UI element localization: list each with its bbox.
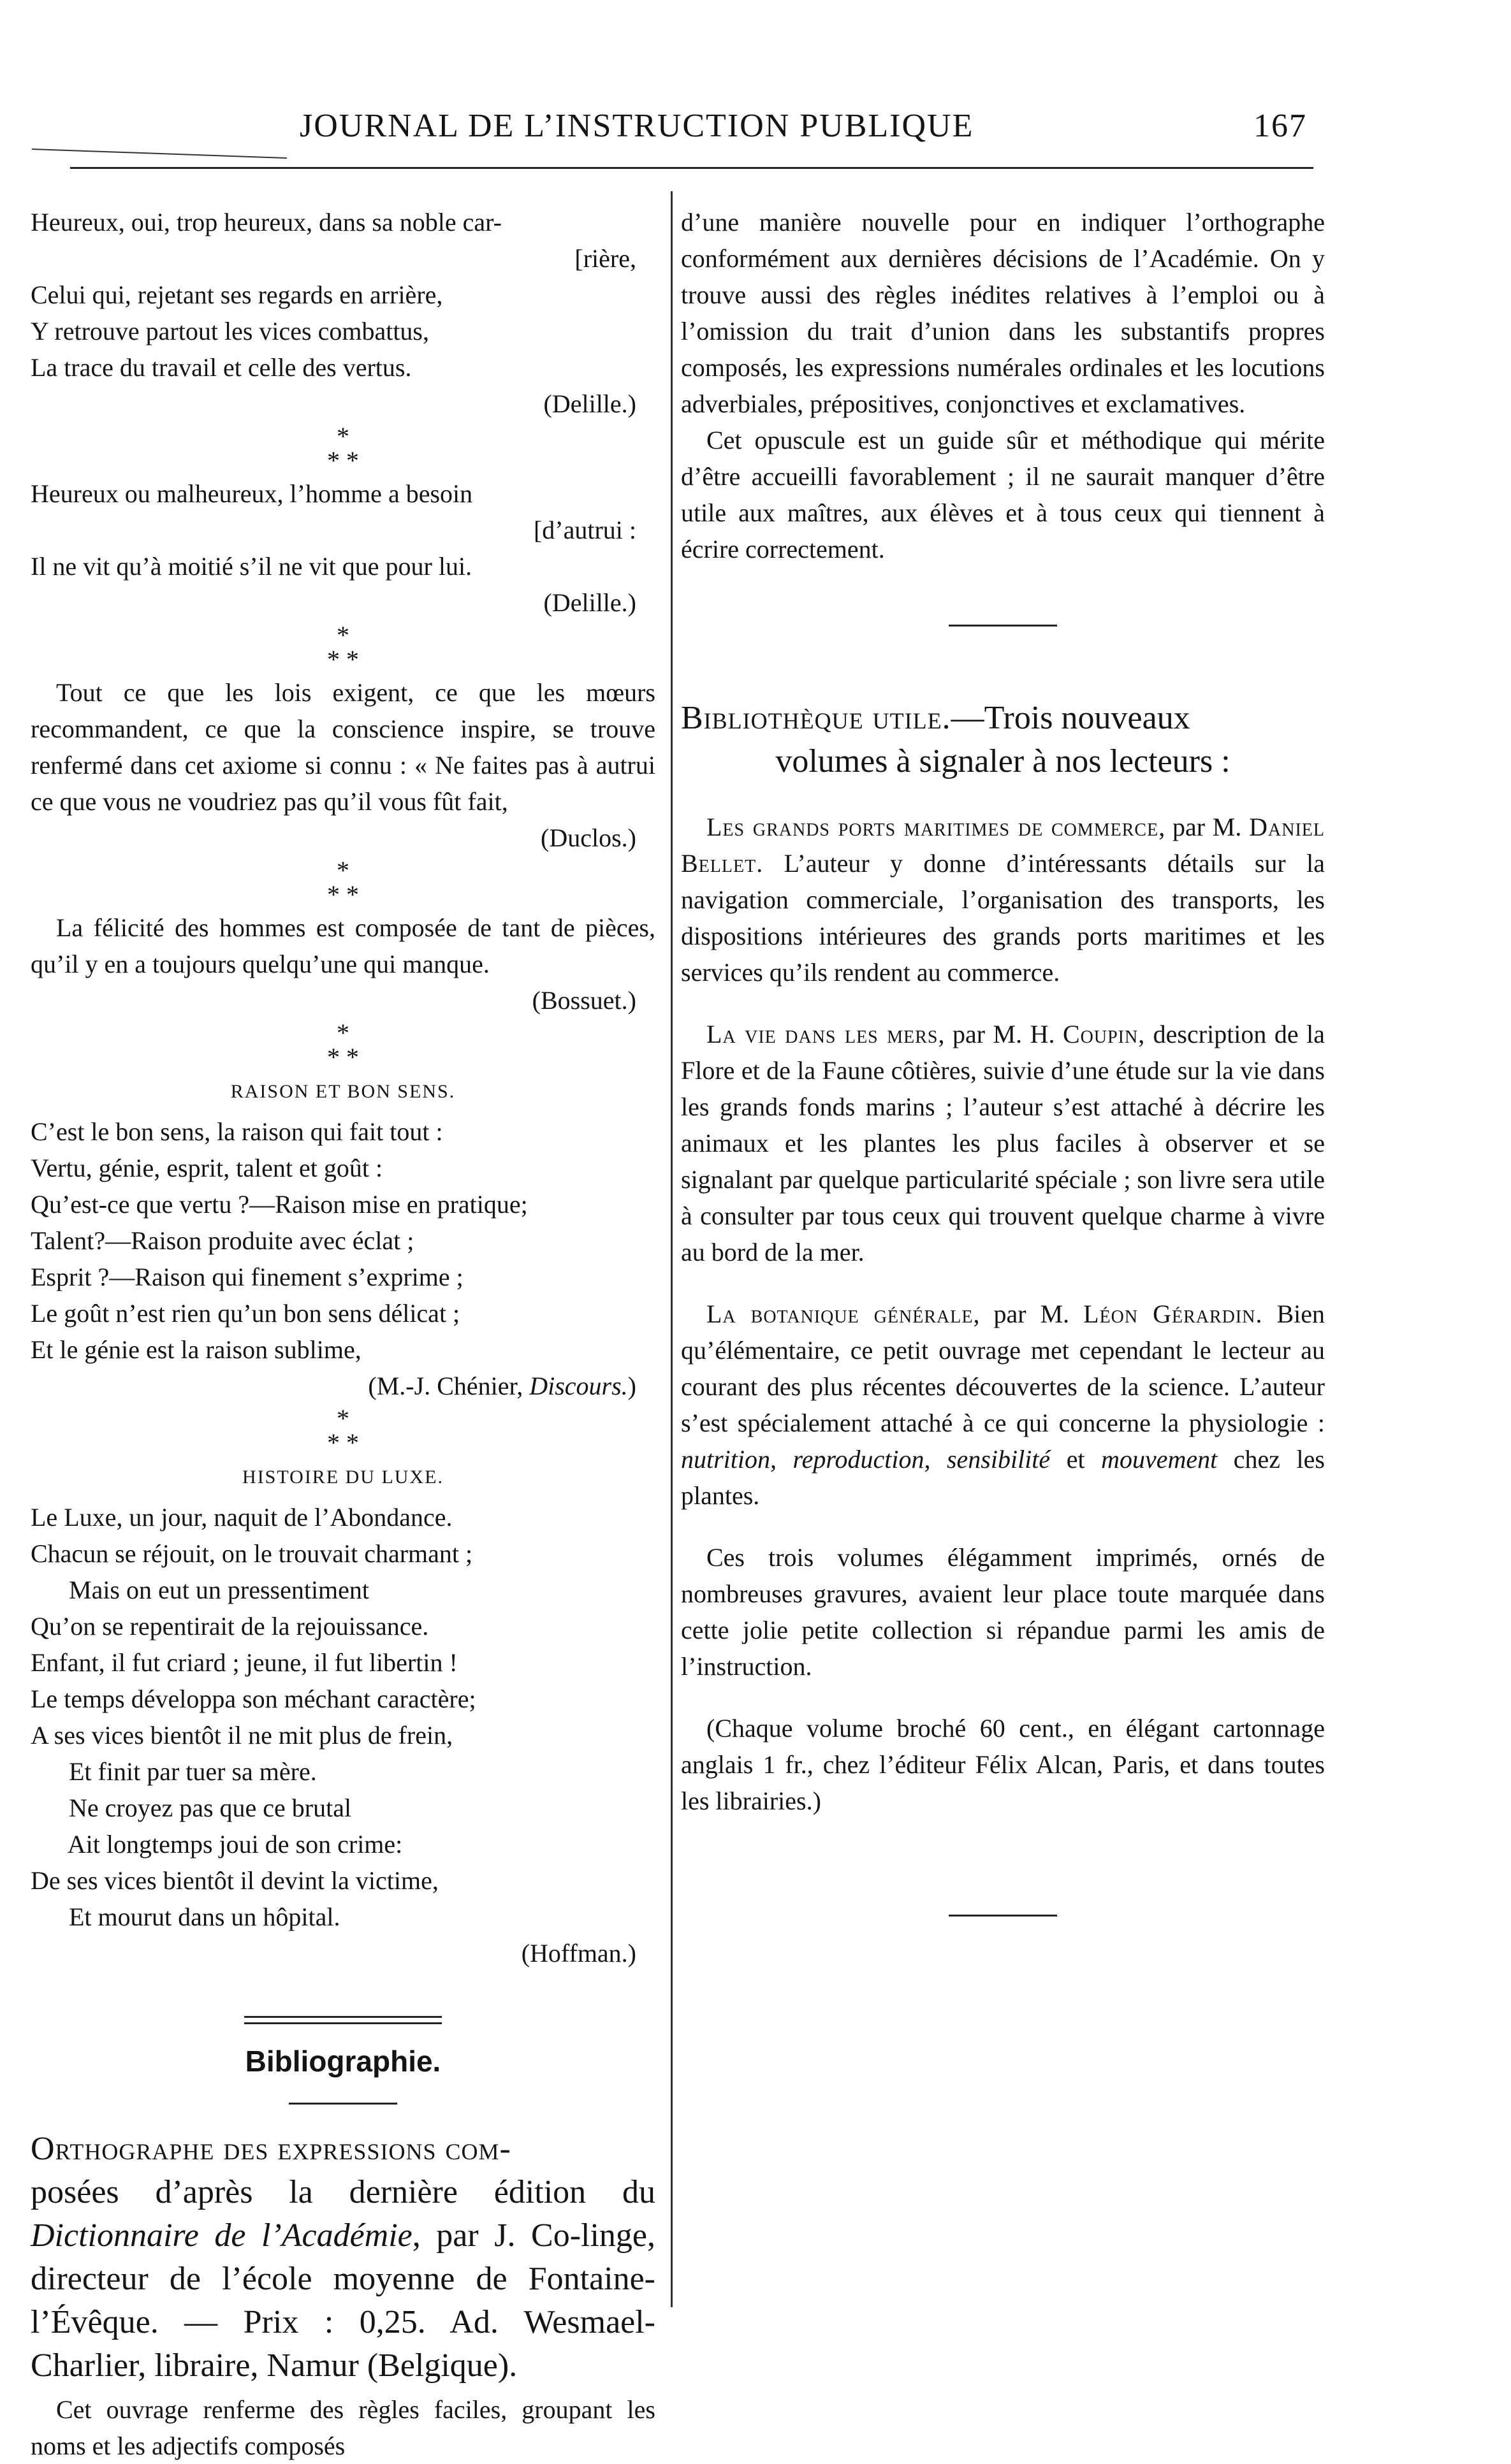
verse-line: Ait longtemps joui de son crime: [31,1830,403,1859]
verse-1 [31,204,655,422]
left-column [31,204,655,2464]
dictionary-title: Dictionnaire de l’Académie [31,2217,412,2254]
journal-title: JOURNAL DE L’INSTRUCTION PUBLIQUE [300,108,974,144]
book-notice [681,809,1325,990]
spacer [681,1685,1325,1710]
poem-title: RAISON ET BON SENS. [230,1081,456,1102]
book-author: Daniel Bellet. [681,813,1325,878]
verse-line: Qu’on se repentirait de la rejouissance. [31,1612,429,1641]
verse-line: Le Luxe, un jour, naquit de l’Abondance. [31,1503,453,1532]
attribution: (Hoffman.) [521,1939,636,1968]
attribution-work: Discours. [529,1372,628,1400]
book-details-text: posées d’après la dernière édition du [31,2174,655,2210]
short-rule [289,2103,397,2105]
spacer [681,1270,1325,1296]
asterism-separator: * * * [327,856,359,909]
italic-terms: mouvement [1101,1445,1218,1474]
book-title: La vie dans les mers [706,1020,938,1048]
book-by: , par M. [1158,813,1250,841]
book-text: description de la Flore et de la Faune côtières, suivie d’une étude sur la vie dans les grands fonds marins ; l’auteur s’est attaché à décrire les animaux et les plantes les plus faciles à observer et se signalant par quelque particularité spéciale ; son livre sera utile à consulter par tous ceux qui trouvent quelque charme à vivre au bord de la mer. [681,1020,1325,1266]
spacer [681,990,1325,1016]
header-rule-ornament [32,149,287,159]
book-description: Cet ouvrage renferme des règles faciles, groupant les noms et les adjectifs composés [31,2395,655,2460]
heading-text: volumes à signaler à nos lecteurs : [775,743,1230,779]
attribution: (Delille.) [543,588,636,617]
book-text: et [1050,1445,1102,1474]
spacer [681,783,1325,809]
verse-line: Qu’est-ce que vertu ?—Raison mise en pratique; [31,1190,528,1219]
verse-line: A ses vices bientôt il ne mit plus de frein, [31,1721,453,1750]
book-by: , par M. H. [938,1020,1063,1048]
verse-line: Et mourut dans un hôpital. [31,1902,340,1931]
verse-line: Enfant, il fut criard ; jeune, il fut libertin ! [31,1648,458,1677]
verse-line: C’est le bon sens, la raison qui fait tout : [31,1117,443,1146]
verse-line: Vertu, génie, esprit, talent et goût : [31,1154,383,1182]
book-description-continued: d’une manière nouvelle pour en indiquer l’orthographe conformément aux dernières décisions de l’Académie. On y trouve aussi des règles inédites relatives à l’emploi ou à l’omission du trait d’union dans les substantifs propres composés, les expressions numérales ordinales et les locutions adverbiales, prépositives, conjonctives et exclamatives. [681,208,1325,418]
attribution-close: ) [627,1372,636,1400]
attribution: (Delille.) [543,389,636,418]
verse-line: Ne croyez pas que ce brutal [31,1794,352,1822]
section-heading: Bibliographie. [245,2045,441,2078]
verse-line: Chacun se réjouit, on le trouvait charmant ; [31,1539,473,1568]
book-notice [681,1296,1325,1514]
book-details [31,2171,655,2388]
verse-line: [d’autrui : [533,516,636,544]
verse-line: Celui qui, rejetant ses regards en arrière, [31,280,443,309]
asterism-separator: * * * [327,1404,359,1457]
verse-line: Heureux, oui, trop heureux, dans sa noble car- [31,208,502,236]
book-author: Léon Gérardin. [1083,1300,1263,1328]
page-number: 167 [1253,108,1307,144]
italic-terms: nutrition, reproduction, sensibilité [681,1445,1051,1474]
verse-line: De ses vices bientôt il devint la victime, [31,1866,439,1895]
book-text: Bien qu’élémentaire, ce petit ouvrage met cependant le lecteur au courant des plus récentes découvertes de la science. L’auteur s’est spécialement attaché à ce qui concerne la physiologie : [681,1300,1325,1437]
verse-line: Le goût n’est rien qu’un bon sens délicat ; [31,1299,460,1328]
column-heading: Bibliothèque utile. [681,700,951,736]
spacer [681,1514,1325,1539]
verse-2 [31,475,655,621]
review-paragraph: Ces trois volumes élégamment imprimés, ornés de nombreuses gravures, avaient leur place toute marquée dans cette jolie petite collection si répandue parmi les amis de l’instruction. [681,1543,1325,1681]
price-note: (Chaque volume broché 60 cent., en élégant cartonnage anglais 1 fr., chez l’éditeur Félix Alcan, Paris, et dans toutes les librairies.) [681,1714,1325,1815]
bibliography-entry [31,2127,655,2388]
column-divider [671,191,673,2307]
verse-line: Et le génie est la raison sublime, [31,1335,361,1364]
verse-line: Y retrouve partout les vices combattus, [31,317,429,345]
header-rule [70,167,1313,169]
book-review: Cet opuscule est un guide sûr et méthodique qui mérite d’être accueilli favorablement ; il ne saurait manquer d’être utile aux maîtres, aux élèves et à tous ceux qui tiennent à écrire correctement. [681,426,1325,563]
verse-line: Esprit ?—Raison qui finement s’exprime ; [31,1263,464,1291]
verse-line: Talent?—Raison produite avec éclat ; [31,1226,414,1255]
right-column [681,204,1325,1917]
short-rule [949,1915,1057,1917]
book-title: La botanique générale [706,1300,974,1328]
book-notice [681,1016,1325,1270]
poem-title: HISTOIRE DU LUXE. [242,1467,444,1488]
verse-line: [rière, [574,244,636,273]
attribution: (Bossuet.) [532,986,636,1015]
verse-line: La trace du travail et celle des vertus. [31,353,412,382]
verse-line: Il ne vit qu’à moitié s’il ne vit que pour lui. [31,552,472,581]
asterism-separator: * * * [327,422,359,475]
bibliotheque-utile-heading [681,697,1325,783]
book-title: Orthographe des expressions com- [31,2131,511,2167]
verse-line: Et finit par tuer sa mère. [31,1757,317,1786]
book-author: Coupin, [1062,1020,1146,1048]
attribution: (Duclos.) [541,823,636,852]
attribution [31,1368,655,1404]
book-by: , par M. [973,1300,1084,1328]
asterism-separator: * * * [327,621,359,674]
poem-2 [31,1499,655,1971]
running-header [300,107,1307,145]
verse-line: Mais on eut un pressentiment [31,1576,370,1604]
book-text: chez les plantes. [681,1445,1325,1510]
verse-line: Heureux ou malheureux, l’homme a besoin [31,479,473,508]
double-rule-separator [244,2016,442,2024]
poem-1 [31,1113,655,1404]
book-text: L’auteur y donne d’intéressants détails sur la navigation commerciale, l’organisation des transports, les dispositions intérieures des grands ports maritimes et les services qu’ils rendent au commerce. [681,849,1325,987]
heading-text: —Trois nouveaux [951,700,1190,736]
asterism-separator: * * * [327,1018,359,1071]
maxim-paragraph: La félicité des hommes est composée de tant de pièces, qu’il y en a toujours quelqu’une qui manque. [31,913,655,978]
maxim-paragraph: Tout ce que les lois exigent, ce que les mœurs recommandent, ce que la conscience inspire, se trouve renfermé dans cet axiome si connu : « Ne faites pas à autrui ce que vous ne voudriez pas qu’il vous fût fait, [31,678,655,816]
attribution-author: (M.-J. Chénier, [368,1372,530,1400]
short-rule [949,625,1057,627]
verse-line: Le temps développa son méchant caractère; [31,1685,476,1713]
book-title: Les grands ports maritimes de commerce [706,813,1159,841]
book-details-text: , par J. Co-linge, directeur de l’école moyenne de Fontaine-l’Évêque. — Prix : 0,25. Ad. Wesmael-Charlier, libraire, Namur (Belgique). [31,2217,655,2384]
